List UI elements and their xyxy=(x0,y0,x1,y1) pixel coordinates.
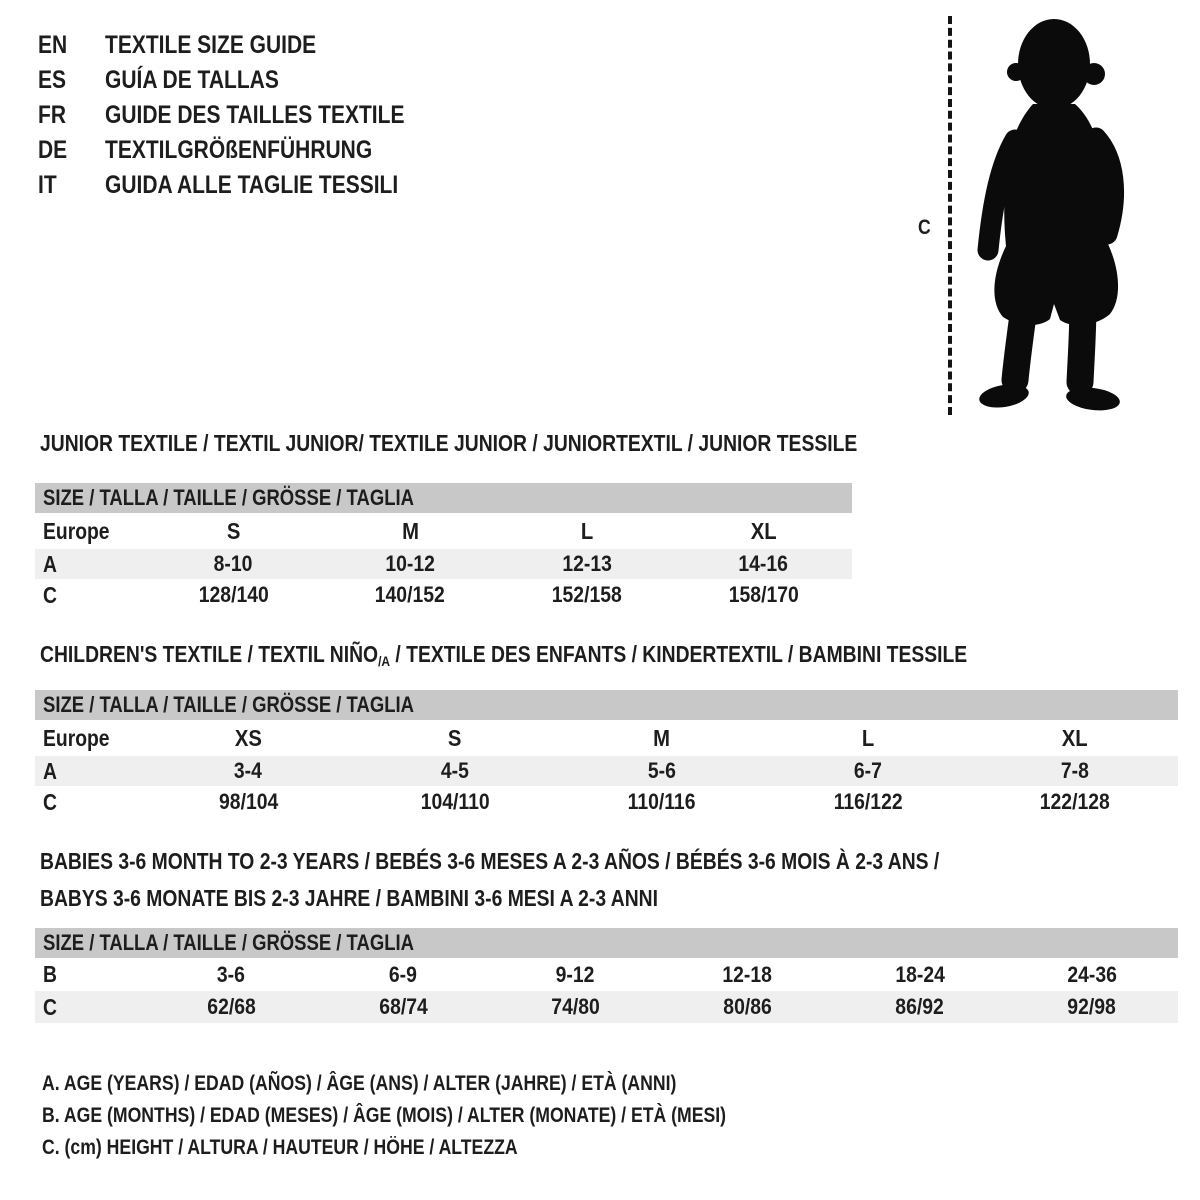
children-section-title-text xyxy=(40,641,967,671)
value-cell xyxy=(558,758,765,784)
value-cell xyxy=(834,962,1006,988)
value-cell-text: 116/122 xyxy=(833,789,903,814)
legend-line-b-text: B. AGE (MONTHS) / EDAD (MESES) / ÂGE (MOIS) / ALTER (MONATE) / ETÀ (MESI) xyxy=(42,1104,727,1127)
language-row xyxy=(38,63,462,98)
value-cell-text: 7-8 xyxy=(1060,758,1089,783)
size-cell-text: XL xyxy=(1061,724,1088,751)
row-label xyxy=(35,518,145,545)
row-label xyxy=(35,758,145,785)
value-cell-text: 3-6 xyxy=(217,961,246,987)
size-cell-text: XL xyxy=(750,517,777,544)
size-cell-text: M xyxy=(653,724,670,751)
measure-label-c xyxy=(918,216,933,240)
value-cell-text: 140/152 xyxy=(375,582,446,607)
row-label-text: Europe xyxy=(43,517,110,544)
value-cell-text: 68/74 xyxy=(379,994,428,1019)
value-cell xyxy=(765,758,972,784)
row-label-text: C xyxy=(43,993,57,1020)
guide-title: TEXTILGRÖßENFÜHRUNG xyxy=(105,136,373,164)
value-cell xyxy=(834,994,1006,1020)
measure-label-c-text: C xyxy=(918,216,931,239)
size-cell xyxy=(145,725,352,752)
value-cell xyxy=(971,789,1178,815)
value-cell xyxy=(489,994,661,1020)
value-cell xyxy=(322,551,499,577)
value-cell xyxy=(1006,994,1178,1020)
value-cell-text: 3-4 xyxy=(234,758,263,783)
size-cell xyxy=(499,518,676,545)
size-cell xyxy=(765,725,972,752)
junior-section-title-text: JUNIOR TEXTILE / TEXTIL JUNIOR/ TEXTILE JUNIOR / JUNIORTEXTIL / JUNIOR TESSILE xyxy=(40,430,858,456)
size-header-text: SIZE / TALLA / TAILLE / GRÖSSE / TAGLIA xyxy=(43,930,414,955)
value-cell xyxy=(1006,962,1178,988)
table-row-height-cm xyxy=(35,991,1178,1023)
legend-line-b xyxy=(42,1100,856,1132)
value-cell xyxy=(145,994,317,1020)
value-cell xyxy=(352,758,559,784)
row-label-text: A xyxy=(43,757,57,784)
children-section-title xyxy=(40,641,1144,671)
babies-section-title xyxy=(40,843,1111,917)
children-title-post: / TEXTILE DES ENFANTS / KINDERTEXTIL / BAMBINI TESSILE xyxy=(390,641,968,667)
size-cell-text: S xyxy=(448,724,462,751)
value-cell-text: 80/86 xyxy=(723,994,772,1019)
value-cell-text: 5-6 xyxy=(647,758,676,783)
value-cell xyxy=(317,962,489,988)
value-cell-text: 86/92 xyxy=(895,994,944,1019)
value-cell-text: 152/158 xyxy=(551,582,622,607)
row-label-text: C xyxy=(43,788,57,815)
value-cell-text: 8-10 xyxy=(213,551,253,576)
legend-line-c xyxy=(42,1132,856,1164)
value-cell-text: 4-5 xyxy=(440,758,469,783)
value-cell-text: 104/110 xyxy=(420,789,490,814)
row-label-text: A xyxy=(43,550,57,577)
legend-line-c-text: C. (cm) HEIGHT / ALTURA / HAUTEUR / HÖHE / ALTEZZA xyxy=(42,1136,518,1159)
value-cell-text: 128/140 xyxy=(198,582,269,607)
table-row-age-years xyxy=(35,549,852,579)
size-cell-text: XS xyxy=(234,724,262,751)
value-cell xyxy=(499,582,676,608)
height-measure-dashed-line xyxy=(948,16,952,415)
size-cell-text: L xyxy=(580,517,594,544)
language-row xyxy=(38,98,462,133)
value-cell xyxy=(675,582,852,608)
value-cell-text: 14-16 xyxy=(738,551,789,576)
value-cell xyxy=(489,962,661,988)
row-label xyxy=(35,551,145,578)
table-row-height-cm xyxy=(35,579,852,611)
value-cell-text: 9-12 xyxy=(556,961,595,987)
babies-size-table xyxy=(35,928,1178,1023)
size-cell xyxy=(558,725,765,752)
value-cell xyxy=(662,962,834,988)
value-cell xyxy=(662,994,834,1020)
value-cell xyxy=(317,994,489,1020)
value-cell-text: 110/116 xyxy=(627,789,696,814)
size-header-bar xyxy=(35,928,1178,958)
value-cell xyxy=(971,758,1178,784)
legend xyxy=(42,1068,856,1164)
value-cell xyxy=(145,789,352,815)
row-label xyxy=(35,961,145,988)
language-code: ES xyxy=(38,66,67,94)
language-code: EN xyxy=(38,31,68,59)
table-row-age-years xyxy=(35,756,1178,786)
children-title-sub: /A xyxy=(378,653,391,670)
value-cell-text: 62/68 xyxy=(206,994,256,1019)
size-cell-text: S xyxy=(226,517,241,544)
value-cell xyxy=(558,789,765,815)
language-code: DE xyxy=(38,136,68,164)
guide-title: GUIDA ALLE TAGLIE TESSILI xyxy=(105,171,399,199)
row-label-text: Europe xyxy=(43,724,110,751)
row-label-text: B xyxy=(43,961,57,987)
legend-line-a-text: A. AGE (YEARS) / EDAD (AÑOS) / ÂGE (ANS) / ALTER (JAHRE) / ETÀ (ANNI) xyxy=(42,1072,677,1095)
children-title-pre: CHILDREN'S TEXTILE / TEXTIL NIÑO xyxy=(40,641,379,667)
value-cell-text: 18-24 xyxy=(895,961,945,987)
size-cell-text: L xyxy=(861,724,875,751)
language-list xyxy=(38,28,462,203)
language-code: IT xyxy=(38,171,57,199)
guide-title: TEXTILE SIZE GUIDE xyxy=(105,31,317,59)
size-cell-text: M xyxy=(401,517,419,544)
guide-title: GUIDE DES TAILLES TEXTILE xyxy=(105,101,405,129)
row-label xyxy=(35,725,145,752)
size-cell xyxy=(322,518,499,545)
row-label xyxy=(35,789,145,816)
row-label-text: C xyxy=(43,581,57,608)
size-header-text: SIZE / TALLA / TAILLE / GRÖSSE / TAGLIA xyxy=(43,692,414,717)
value-cell-text: 6-9 xyxy=(389,961,418,987)
row-label xyxy=(35,582,145,609)
babies-title-line1: BABIES 3-6 MONTH TO 2-3 YEARS / BEBÉS 3-6 MESES A 2-3 AÑOS / BÉBÉS 3-6 MOIS À 2-3 ANS / xyxy=(40,848,940,874)
value-cell xyxy=(145,962,317,988)
table-row-europe xyxy=(35,513,852,549)
language-row xyxy=(38,168,462,203)
row-label xyxy=(35,994,145,1021)
language-code: FR xyxy=(38,101,66,129)
junior-section-title xyxy=(40,430,1013,456)
value-cell-text: 12-13 xyxy=(562,551,612,576)
value-cell xyxy=(499,551,676,577)
children-size-table xyxy=(35,690,1178,818)
size-cell xyxy=(971,725,1178,752)
legend-line-a xyxy=(42,1068,856,1100)
value-cell xyxy=(145,551,322,577)
value-cell xyxy=(145,758,352,784)
value-cell-text: 92/98 xyxy=(1067,994,1117,1019)
guide-title: GUÍA DE TALLAS xyxy=(105,66,279,94)
value-cell xyxy=(322,582,499,608)
table-row-age-months xyxy=(35,958,1178,991)
value-cell xyxy=(352,789,559,815)
size-cell xyxy=(145,518,322,545)
value-cell-text: 98/104 xyxy=(218,789,278,814)
size-header-bar xyxy=(35,483,852,513)
value-cell xyxy=(675,551,852,577)
value-cell-text: 12-18 xyxy=(722,961,773,987)
value-cell-text: 74/80 xyxy=(551,994,600,1019)
babies-title-line2: BABYS 3-6 MONATE BIS 2-3 JAHRE / BAMBINI 3-6 MESI A 2-3 ANNI xyxy=(40,885,658,911)
value-cell xyxy=(145,582,322,608)
size-header-text: SIZE / TALLA / TAILLE / GRÖSSE / TAGLIA xyxy=(43,485,414,510)
table-row-height-cm xyxy=(35,786,1178,818)
value-cell xyxy=(765,789,972,815)
value-cell-text: 158/170 xyxy=(728,582,799,607)
junior-size-table xyxy=(35,483,852,611)
value-cell-text: 6-7 xyxy=(854,758,883,783)
table-row-europe xyxy=(35,720,1178,756)
value-cell-text: 24-36 xyxy=(1067,961,1117,987)
size-cell xyxy=(675,518,852,545)
size-header-bar xyxy=(35,690,1178,720)
value-cell-text: 10-12 xyxy=(385,551,435,576)
toddler-silhouette-icon xyxy=(963,12,1143,417)
value-cell-text: 122/128 xyxy=(1039,789,1110,814)
size-cell xyxy=(352,725,559,752)
language-row xyxy=(38,28,462,63)
language-row xyxy=(38,133,462,168)
